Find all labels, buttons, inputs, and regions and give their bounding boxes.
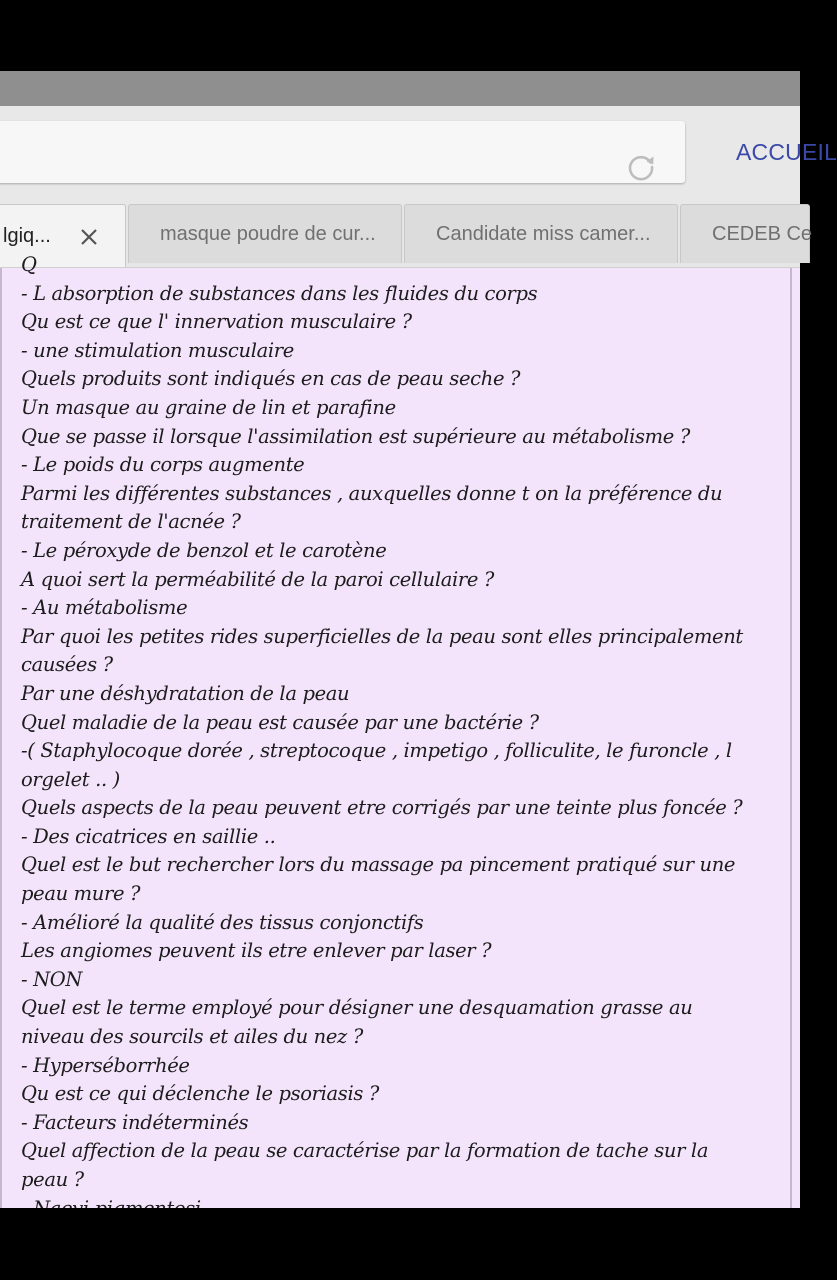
text-line: Quel est le terme employé pour désigner une desquamation grasse au	[21, 996, 693, 1020]
text-line: - Des cicatrices en saillie ..	[21, 824, 276, 848]
text-line: peau ?	[21, 1168, 84, 1191]
text-line: Les angiomes peuvent ils etre enlever par laser ?	[21, 939, 492, 963]
text-line: - Au métabolisme	[21, 596, 188, 620]
browser-toolbar	[0, 106, 837, 204]
text-line: -( Staphylocoque dorée , streptocoque , impetigo , folliculite, le furoncle , l	[21, 739, 732, 763]
text-line: Quels produits sont indiqués en cas de peau seche ?	[21, 367, 521, 391]
tab-label: lgiq...	[3, 224, 51, 247]
text-line: Par quoi les petites rides superficielles de la peau sont elles principalement	[21, 624, 743, 648]
text-line: - Le poids du corps augmente	[21, 453, 305, 477]
address-bar[interactable]	[0, 121, 685, 183]
text-line: Quel affection de la peau se caractérise par la formation de tache sur la	[21, 1139, 709, 1163]
text-line: - NON	[21, 967, 83, 991]
navigation-bar	[0, 1208, 800, 1280]
text-line: Que se passe il lorsque l'assimilation est supérieure au métabolisme ?	[21, 424, 690, 448]
text-line: causées ?	[21, 653, 113, 677]
window-top-strip	[0, 71, 800, 106]
text-line: niveau des sourcils et ailes du nez ?	[21, 1025, 363, 1049]
tab-label: CEDEB Ce	[712, 222, 813, 245]
text-line: - une stimulation musculaire	[21, 338, 294, 362]
text-line: Parmi les différentes substances , auxquelles donne t on la préférence du	[21, 481, 723, 505]
text-line: Qu est ce que l' innervation musculaire ?	[21, 310, 412, 334]
text-line: orgelet .. )	[21, 767, 120, 791]
text-line: - Facteurs indéterminés	[21, 1110, 249, 1134]
text-line: traitement de l'acnée ?	[21, 510, 241, 534]
text-line: peau mure ?	[21, 882, 141, 906]
page-content[interactable]	[0, 253, 800, 1208]
close-icon[interactable]	[79, 227, 99, 247]
status-bar	[0, 0, 800, 71]
text-line: Quel est le but rechercher lors du massage pa pincement pratiqué sur une	[21, 853, 736, 877]
text-line: - Amélioré la qualité des tissus conjonctifs	[21, 910, 424, 934]
text-line: Par une déshydratation de la peau	[21, 681, 350, 705]
text-line: Quel maladie de la peau est causée par une bactérie ?	[21, 710, 539, 734]
text-line: - L absorption de substances dans les fluides du corps	[21, 281, 538, 305]
text-line: Quels aspects de la peau peuvent etre corrigés par une teinte plus foncée ?	[21, 796, 743, 820]
text-line: Q	[21, 253, 37, 276]
home-button[interactable]: ACCUEIL	[736, 139, 837, 165]
text-line: A quoi sert la perméabilité de la paroi cellulaire ?	[21, 567, 495, 591]
text-line: - Le péroxyde de benzol et le carotène	[21, 538, 387, 562]
qa-text-list	[21, 251, 781, 1223]
reload-icon[interactable]	[626, 152, 656, 182]
tab-label: Candidate miss camer...	[436, 222, 651, 245]
text-line: Qu est ce qui déclenche le psoriasis ?	[21, 1082, 379, 1106]
text-line: - Hyperséborrhée	[21, 1053, 190, 1077]
text-line: Un masque au graine de lin et parafine	[21, 395, 396, 419]
tab-label: masque poudre de cur...	[160, 222, 376, 245]
content-border-left	[0, 268, 2, 1208]
content-border-right	[790, 268, 792, 1208]
